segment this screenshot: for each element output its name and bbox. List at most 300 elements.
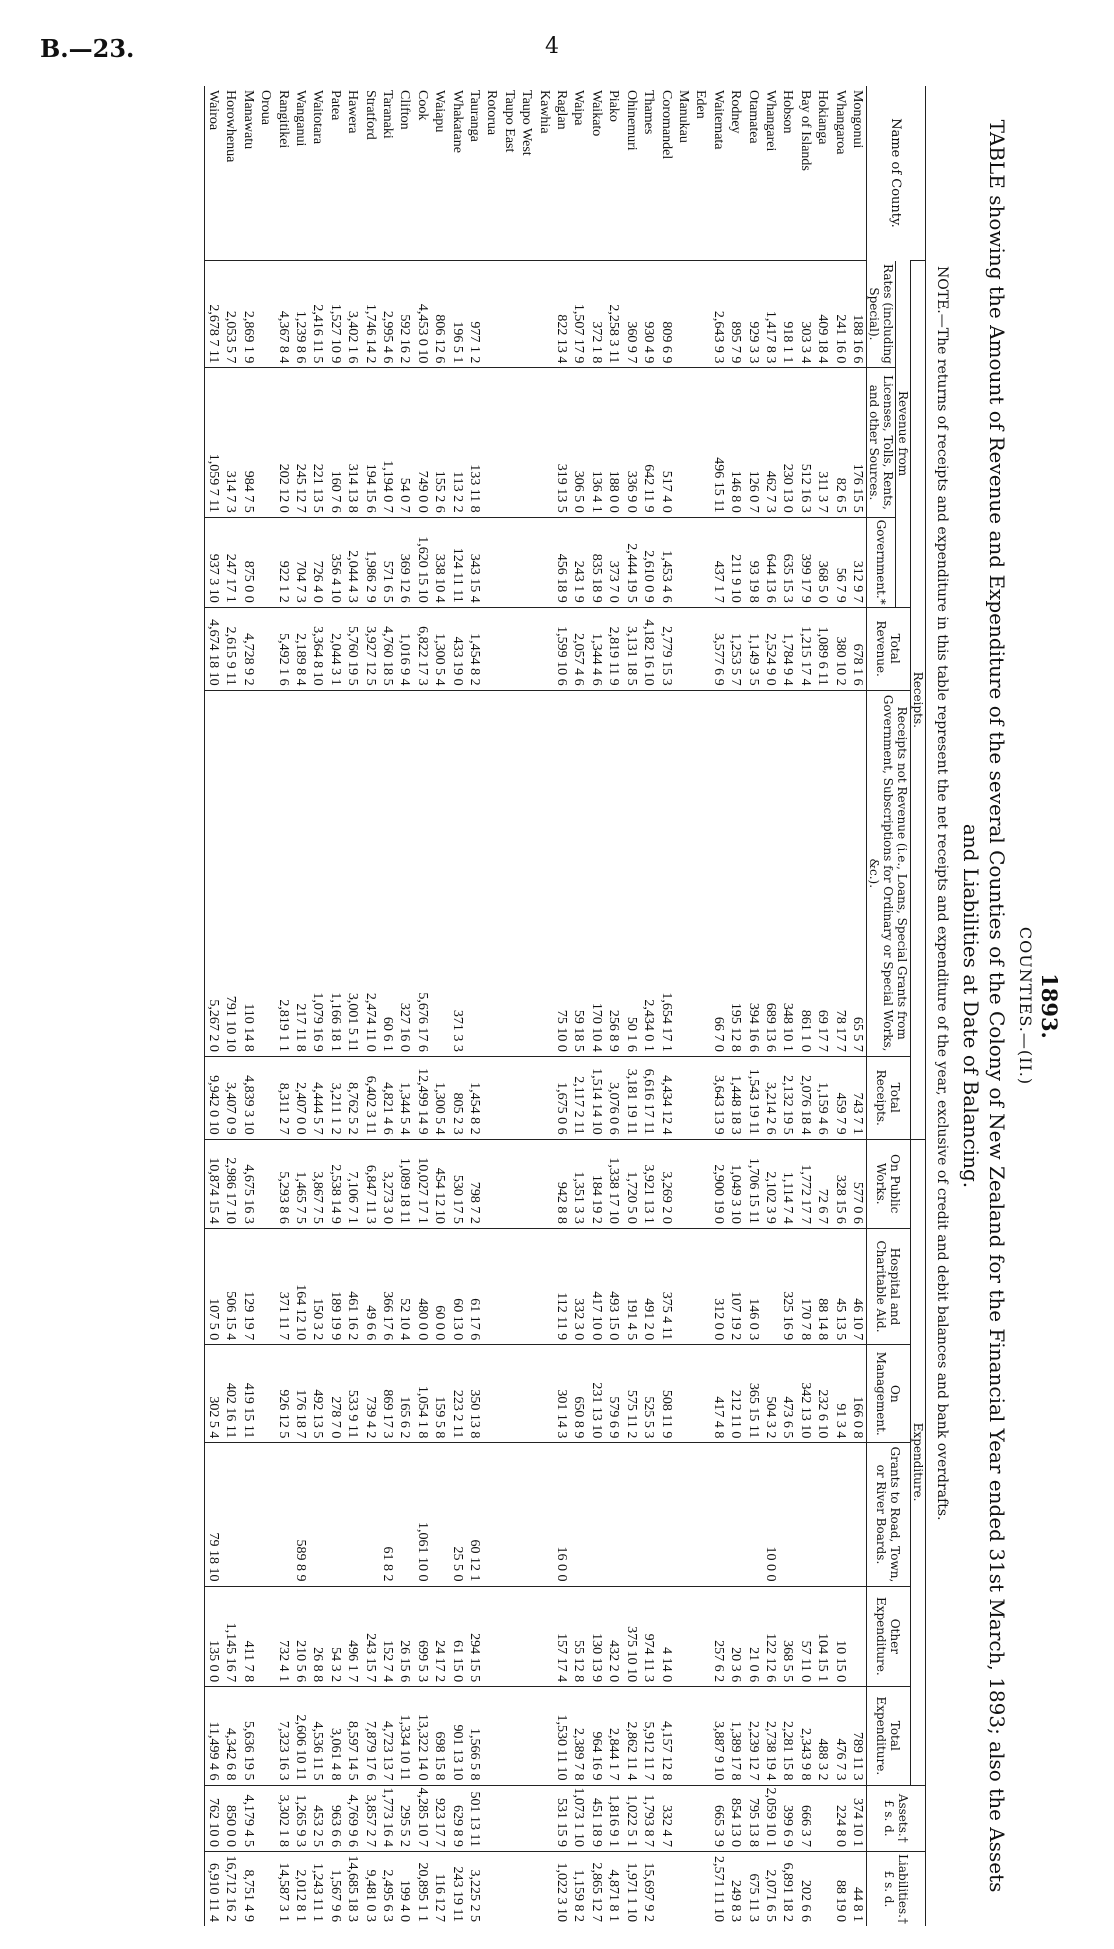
cell-rates	[500, 261, 517, 368]
cell-man: 508 11 9	[657, 1345, 674, 1443]
cell-gov: 571 6 5	[379, 517, 396, 607]
cell-gr	[675, 1443, 692, 1586]
cell-man: 301 14 3	[553, 1345, 570, 1443]
cell-man: 473 6 5	[779, 1345, 796, 1443]
cell-hos: 129 19 7	[239, 1228, 256, 1344]
cell-pw: 1,706 15 11	[744, 1139, 761, 1228]
county-name: Waiapu	[432, 90, 448, 133]
cell-man: 869 17 3	[379, 1345, 396, 1443]
cell-oth: 1,145 16 7	[222, 1586, 239, 1687]
cell-man	[500, 1345, 517, 1443]
cell-nr: 170 10 4	[588, 690, 605, 1056]
cell-pw: 1,720 5 0	[622, 1139, 639, 1228]
cell-ast: 531 15 9	[553, 1785, 570, 1852]
cell-hos	[518, 1228, 535, 1344]
cell-trec: 3,076 0 6	[605, 1056, 622, 1139]
cell-gov: 56 7 9	[831, 517, 848, 607]
cell-oth: 974 11 3	[640, 1586, 657, 1687]
cell-gov: 124 11 11	[448, 517, 465, 607]
cell-hos: 332 3 0	[570, 1228, 587, 1344]
cell-man	[675, 1345, 692, 1443]
cell-ast: 854 13 0	[727, 1785, 744, 1852]
cell-lic: 311 3 7	[814, 368, 831, 517]
cell-oth	[849, 1586, 867, 1687]
county-name: Whakatane	[449, 90, 465, 153]
col-other-expenditure: Other Expenditure.	[867, 1586, 911, 1687]
cell-nr: 217 11 8	[292, 690, 309, 1056]
cell-rates: 1,507 17 9	[570, 261, 587, 368]
cell-pw: 2,986 17 10	[222, 1139, 239, 1228]
cell-texp: 4,342 6 8	[222, 1687, 239, 1785]
col-total-expenditure: Total Expenditure.	[867, 1687, 911, 1785]
county-name: Rodney	[728, 90, 744, 134]
cell-man: 231 13 10	[588, 1345, 605, 1443]
cell-gov: 726 4 0	[309, 517, 326, 607]
county-name: Whangaroa	[832, 90, 848, 155]
cell-ast: 501 13 11	[466, 1785, 483, 1852]
cell-gr	[657, 1443, 674, 1586]
cell-pw: 1,772 17 7	[796, 1139, 813, 1228]
cell-gov: 937 3 10	[204, 517, 222, 607]
cell-man: 419 15 11	[239, 1345, 256, 1443]
cell-lia: 249 8 3	[727, 1852, 744, 1926]
cell-lia	[692, 1852, 709, 1926]
cell-lia: 2,865 12 7	[588, 1852, 605, 1926]
cell-gov: 835 18 9	[588, 517, 605, 607]
cell-hos: 49 6 6	[361, 1228, 378, 1344]
cell-hos	[675, 1228, 692, 1344]
cell-rates: 918 1 1	[779, 261, 796, 368]
cell-pw: 942 8 8	[553, 1139, 570, 1228]
cell-man: 165 6 2	[396, 1345, 413, 1443]
table-row	[431, 86, 448, 1926]
cell-ast: 1,073 1 10	[570, 1785, 587, 1852]
cell-gov: 875 0 0	[239, 517, 256, 607]
cell-lic: 512 16 3	[796, 368, 813, 517]
col-government: Government.*	[867, 517, 896, 607]
cell-lia: 2,012 8 1	[292, 1852, 309, 1926]
cell-ast	[535, 1785, 552, 1852]
cell-oth: 496 1 7	[344, 1586, 361, 1687]
cell-trec	[257, 1056, 274, 1139]
cell-ast: 451 18 9	[588, 1785, 605, 1852]
cell-lic: 113 2 2	[448, 368, 465, 517]
cell-gov: 437 1 7	[709, 517, 726, 607]
cell-gr	[570, 1443, 587, 1586]
cell-lic: 146 8 0	[727, 368, 744, 517]
cell-rates: 196 5 1	[448, 261, 465, 368]
cell-rates: 2,869 1 9	[239, 261, 256, 368]
cell-ast: 795 13 8	[744, 1785, 761, 1852]
cell-trev: 2,044 3 1	[326, 607, 343, 690]
cell-nr: 1,166 18 1	[326, 690, 343, 1056]
cell-nr: 2,474 11 0	[361, 690, 378, 1056]
cell-lia: 14,587 3 1	[274, 1852, 291, 1926]
cell-man	[518, 1345, 535, 1443]
cell-trev: 4,182 16 10	[640, 607, 657, 690]
table-row	[727, 86, 744, 1926]
cell-ast: 665 3 9	[709, 1785, 726, 1852]
cell-rates: 2,643 9 3	[709, 261, 726, 368]
county-name: Stratford	[362, 90, 378, 140]
cell-lic: 462 7 3	[762, 368, 779, 517]
county-name: Otamatea	[745, 90, 761, 144]
cell-lic: 314 7 3	[222, 368, 239, 517]
col-assets	[867, 1785, 926, 1852]
cell-texp: 789 11 3	[849, 1687, 867, 1785]
cell-trev	[692, 607, 709, 690]
cell-man: 575 11 2	[622, 1345, 639, 1443]
cell-gr	[535, 1443, 552, 1586]
cell-hos: 146 0 3	[744, 1228, 761, 1344]
cell-texp: 2,862 11 4	[622, 1687, 639, 1785]
cell-ast: 1,022 5 1	[622, 1785, 639, 1852]
cell-man: 302 5 4	[204, 1345, 222, 1443]
cell-gov	[483, 517, 500, 607]
cell-trev: 678 1 6	[849, 607, 867, 690]
county-name: Waikato	[588, 90, 604, 137]
cell-texp: 476 7 3	[831, 1687, 848, 1785]
cell-trev: 1,016 9 4	[396, 607, 413, 690]
cell-gov: 1,620 15 10	[413, 517, 430, 607]
section-heading: COUNTIES.—(II.)	[1016, 926, 1035, 1086]
col-liabilities-label: Liabilities.†	[896, 1854, 910, 1924]
cell-oth: 104 15 1	[814, 1586, 831, 1687]
cell-trec	[675, 1056, 692, 1139]
year-heading: 1893.	[1037, 973, 1062, 1039]
cell-lic: 336 9 0	[622, 368, 639, 517]
cell-hos: 164 12 10	[292, 1228, 309, 1344]
cell-nr: 5,676 17 6	[413, 690, 430, 1056]
table-row	[483, 86, 500, 1926]
cell-gr	[500, 1443, 517, 1586]
cell-hos	[483, 1228, 500, 1344]
cell-trev: 1,344 4 6	[588, 607, 605, 690]
cell-lic: 155 2 6	[431, 368, 448, 517]
cell-oth	[535, 1586, 552, 1687]
cell-oth: 135 0 0	[204, 1586, 222, 1687]
cell-trev: 3,577 6 9	[709, 607, 726, 690]
cell-hos	[692, 1228, 709, 1344]
cell-gov: 1,453 4 6	[657, 517, 674, 607]
cell-hos: 375 4 11	[657, 1228, 674, 1344]
counties-table	[204, 86, 926, 1926]
county-name: Taupo East	[501, 90, 517, 153]
cell-nr: 327 16 0	[396, 690, 413, 1056]
cell-lia	[675, 1852, 692, 1926]
cell-rates: 809 6 9	[657, 261, 674, 368]
county-name: Cook	[414, 90, 430, 121]
cell-trec: 3,643 13 9	[709, 1056, 726, 1139]
cell-hos: 312 0 0	[709, 1228, 726, 1344]
cell-texp: 7,879 17 6	[361, 1687, 378, 1785]
col-group-expenditure: Expenditure.	[911, 1139, 926, 1785]
cell-ast: 4,179 4 5	[239, 1785, 256, 1852]
cell-hos: 506 15 4	[222, 1228, 239, 1344]
cell-oth: 24 17 2	[431, 1586, 448, 1687]
cell-texp: 4,723 13 7	[379, 1687, 396, 1785]
cell-pw: 1,351 3 3	[570, 1139, 587, 1228]
cell-gov	[535, 517, 552, 607]
cell-nr: 66 7 0	[709, 690, 726, 1056]
cell-gr: 589 8 9	[292, 1443, 309, 1586]
cell-pw	[675, 1139, 692, 1228]
cell-lic: 319 13 5	[553, 368, 570, 517]
cell-nr: 5,267 2 0	[204, 690, 222, 1056]
cell-trec: 4,839 3 10	[239, 1056, 256, 1139]
cell-pw: 10,874 15 4	[204, 1139, 222, 1228]
cell-gov: 456 18 9	[553, 517, 570, 607]
cell-trec: 8,762 5 2	[344, 1056, 361, 1139]
cell-gr	[239, 1443, 256, 1586]
cell-trec: 4,444 5 7	[309, 1056, 326, 1139]
county-name: Bay of Islands	[797, 90, 813, 171]
cell-texp: 5,912 11 7	[640, 1687, 657, 1785]
cell-lic	[535, 368, 552, 517]
cell-trec: 1,159 4 6	[814, 1056, 831, 1139]
cell-trec: 2,117 2 11	[570, 1056, 587, 1139]
table-row	[413, 86, 430, 1926]
cell-lic: 202 12 0	[274, 368, 291, 517]
table-row	[692, 86, 709, 1926]
cell-gov: 373 7 0	[605, 517, 622, 607]
cell-trec: 1,454 8 2	[466, 1056, 483, 1139]
cell-gr	[326, 1443, 343, 1586]
cell-rates	[483, 261, 500, 368]
county-name: Waitemata	[710, 90, 726, 150]
cell-rates: 1,746 14 2	[361, 261, 378, 368]
cell-texp: 1,334 10 11	[396, 1687, 413, 1785]
cell-ast	[692, 1785, 709, 1852]
cell-man: 176 18 7	[292, 1345, 309, 1443]
cell-nr	[483, 690, 500, 1056]
table-row	[640, 86, 657, 1926]
cell-nr	[692, 690, 709, 1056]
cell-nr: 60 6 1	[379, 690, 396, 1056]
table-row	[222, 86, 239, 1926]
cell-gov: 1,986 2 9	[361, 517, 378, 607]
cell-trec: 6,616 17 11	[640, 1056, 657, 1139]
cell-hos: 417 10 0	[588, 1228, 605, 1344]
cell-lia: 1,567 9 6	[326, 1852, 343, 1926]
cell-gov: 211 9 10	[727, 517, 744, 607]
cell-gr: 25 5 0	[448, 1443, 465, 1586]
table-row	[500, 86, 517, 1926]
cell-ast: 666 3 7	[796, 1785, 813, 1852]
county-name: Piako	[606, 90, 622, 122]
page-label: B.—23.	[40, 34, 135, 63]
cell-ast: 923 17 7	[431, 1785, 448, 1852]
cell-lic: 136 4 1	[588, 368, 605, 517]
cell-pw	[257, 1139, 274, 1228]
cell-texp: 1,566 5 8	[466, 1687, 483, 1785]
cell-hos: 480 0 0	[413, 1228, 430, 1344]
county-name: Thames	[641, 90, 657, 135]
cell-oth	[675, 1586, 692, 1687]
cell-texp: 2,844 1 7	[605, 1687, 622, 1785]
cell-gr	[605, 1443, 622, 1586]
cell-gov: 399 17 9	[796, 517, 813, 607]
cell-lic	[518, 368, 535, 517]
cell-hos: 45 13 5	[831, 1228, 848, 1344]
cell-oth: 732 4 1	[274, 1586, 291, 1687]
cell-lia: 88 19 0	[831, 1852, 848, 1926]
county-name: Wairoa	[204, 86, 222, 261]
cell-man: 166 0 8	[849, 1345, 867, 1443]
cell-texp	[500, 1687, 517, 1785]
cell-rates: 2,678 7 11	[204, 261, 222, 368]
cell-lic: 517 4 0	[657, 368, 674, 517]
cell-lic	[675, 368, 692, 517]
cell-man: 492 13 5	[309, 1345, 326, 1443]
table-row	[396, 86, 413, 1926]
cell-lic: 194 15 6	[361, 368, 378, 517]
cell-lia	[500, 1852, 517, 1926]
cell-lic: 82 6 5	[831, 368, 848, 517]
table-row	[831, 86, 848, 1926]
cell-ast: 850 0 0	[222, 1785, 239, 1852]
cell-lic: 126 0 7	[744, 368, 761, 517]
cell-lia: 8,751 4 9	[239, 1852, 256, 1926]
cell-texp: 3,887 9 10	[709, 1687, 726, 1785]
cell-gr: 79 18 10	[204, 1443, 222, 1586]
cell-texp: 5,636 19 5	[239, 1687, 256, 1785]
cell-gov: 2,044 4 3	[344, 517, 361, 607]
cell-texp: 2,389 7 8	[570, 1687, 587, 1785]
cell-rates: 592 16 2	[396, 261, 413, 368]
cell-ast: 963 6 6	[326, 1785, 343, 1852]
cell-gov	[500, 517, 517, 607]
county-name: Coromandel	[658, 90, 674, 160]
cell-oth: 57 11 0	[796, 1586, 813, 1687]
table-row	[274, 86, 291, 1926]
cell-nr: 69 17 7	[814, 690, 831, 1056]
cell-rates: 188 16 6	[849, 261, 867, 368]
cell-nr	[518, 690, 535, 1056]
cell-nr: 50 1 6	[622, 690, 639, 1056]
table-row	[553, 86, 570, 1926]
cell-lia: 1,971 1 10	[622, 1852, 639, 1926]
cell-rates: 806 12 6	[431, 261, 448, 368]
cell-rates: 1,527 10 9	[326, 261, 343, 368]
cell-pw: 3,867 7 5	[309, 1139, 326, 1228]
cell-pw: 1,089 18 11	[396, 1139, 413, 1228]
cell-gr	[361, 1443, 378, 1586]
cell-trec: 3,214 2 6	[762, 1056, 779, 1139]
cell-pw: 3,269 2 0	[657, 1139, 674, 1228]
cell-man: 159 5 8	[431, 1345, 448, 1443]
cell-gr	[396, 1443, 413, 1586]
cell-ast: 224 8 0	[831, 1785, 848, 1852]
cell-nr: 195 12 8	[727, 690, 744, 1056]
cell-trev: 1,149 3 5	[744, 607, 761, 690]
table-row	[570, 86, 587, 1926]
cell-lic: 230 13 0	[779, 368, 796, 517]
cell-nr: 791 10 10	[222, 690, 239, 1056]
county-name: Waitotara	[310, 90, 326, 145]
cell-trev	[675, 607, 692, 690]
cell-trev: 1,215 17 4	[796, 607, 813, 690]
cell-trev: 4,674 18 10	[204, 607, 222, 690]
cell-nr	[675, 690, 692, 1056]
cell-trev	[535, 607, 552, 690]
cell-lia: 1,022 3 10	[553, 1852, 570, 1926]
cell-trec: 1,514 14 10	[588, 1056, 605, 1139]
cell-lic: 314 13 8	[344, 368, 361, 517]
cell-lia: 9,481 0 3	[361, 1852, 378, 1926]
cell-trev	[500, 607, 517, 690]
cell-rates: 372 1 8	[588, 261, 605, 368]
cell-nr: 78 17 7	[831, 690, 848, 1056]
county-name: Mongonui	[850, 90, 865, 149]
col-receipts-not-revenue: Receipts not Revenue (i.e., Loans, Special Grants from Government, Subscriptions for Ordinary or Special Works, &c.).	[867, 690, 911, 1056]
col-licenses: Licenses, Tolls, Rents, and other Sources.	[867, 368, 896, 517]
table-row	[239, 86, 256, 1926]
cell-lia: 2,495 6 3	[379, 1852, 396, 1926]
cell-lia: 675 11 3	[744, 1852, 761, 1926]
cell-hos: 46 10 7	[849, 1228, 867, 1344]
cell-gr	[744, 1443, 761, 1586]
cell-ast: 762 10 0	[204, 1785, 222, 1852]
cell-oth	[483, 1586, 500, 1687]
cell-ast	[257, 1785, 274, 1852]
cell-gr: 60 12 1	[466, 1443, 483, 1586]
cell-lic: 188 0 0	[605, 368, 622, 517]
cell-texp: 2,738 19 4	[762, 1687, 779, 1785]
cell-rates: 930 4 9	[640, 261, 657, 368]
cell-rates: 2,995 4 6	[379, 261, 396, 368]
cell-texp: 4,157 12 8	[657, 1687, 674, 1785]
cell-texp	[535, 1687, 552, 1785]
col-name-of-county: Name of County.	[867, 86, 926, 261]
cell-oth: 10 15 0	[831, 1586, 848, 1687]
cell-texp	[518, 1687, 535, 1785]
cell-trev: 4,760 18 5	[379, 607, 396, 690]
page-number: 4	[545, 34, 559, 59]
cell-oth: 432 2 0	[605, 1586, 622, 1687]
cell-pw: 530 17 5	[448, 1139, 465, 1228]
cell-pw	[483, 1139, 500, 1228]
cell-rates	[257, 261, 274, 368]
cell-texp: 3,061 4 8	[326, 1687, 343, 1785]
cell-gov: 312 9 7	[849, 517, 867, 607]
county-name: Ohinemuri	[623, 90, 639, 151]
table-row	[535, 86, 552, 1926]
cell-man: 650 8 9	[570, 1345, 587, 1443]
cell-gr	[814, 1443, 831, 1586]
cell-lia	[814, 1852, 831, 1926]
cell-pw: 3,921 13 1	[640, 1139, 657, 1228]
cell-trev: 2,779 15 3	[657, 607, 674, 690]
cell-gov	[692, 517, 709, 607]
cell-texp: 13,322 14 0	[413, 1687, 430, 1785]
cell-lic	[483, 368, 500, 517]
cell-lia: 243 19 11	[448, 1852, 465, 1926]
cell-man	[483, 1345, 500, 1443]
county-name: Hokianga	[815, 90, 831, 145]
cell-trev: 3,131 18 5	[622, 607, 639, 690]
cell-trec: 4,821 4 6	[379, 1056, 396, 1139]
cell-hos: 107 5 0	[204, 1228, 222, 1344]
cell-gr: 16 0 0	[553, 1443, 570, 1586]
cell-gr	[831, 1443, 848, 1586]
cell-gov	[518, 517, 535, 607]
cell-ast: 1,773 16 4	[379, 1785, 396, 1852]
cell-texp	[675, 1687, 692, 1785]
cell-lia: 2,071 6 5	[762, 1852, 779, 1926]
cell-trev: 1,454 8 2	[466, 607, 483, 690]
cell-lic: 1,059 7 11	[204, 368, 222, 517]
